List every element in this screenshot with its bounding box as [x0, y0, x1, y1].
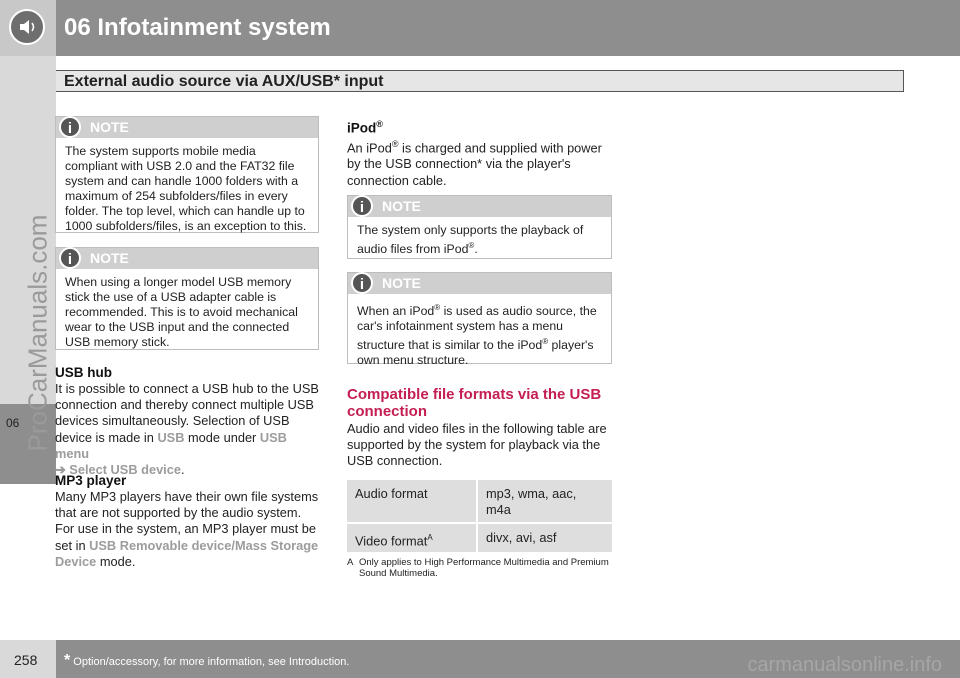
- format-label: Audio format: [347, 480, 478, 522]
- chapter-title: 06 Infotainment system: [64, 14, 331, 41]
- table-footnote: [347, 557, 617, 579]
- note-header: [348, 273, 611, 294]
- note-header: [56, 117, 318, 138]
- note-header: [56, 248, 318, 269]
- note-header: [348, 196, 611, 217]
- info-icon: i: [351, 195, 373, 217]
- footnote-mark: A: [347, 557, 354, 568]
- menu-usb: USB: [157, 429, 185, 445]
- page-number: 258: [14, 652, 38, 668]
- section-title-bar: [55, 70, 904, 92]
- chapter-header: [0, 0, 960, 56]
- note-box-usb-support: [55, 116, 319, 233]
- mp3-heading: MP3 player: [55, 473, 127, 488]
- ipod-text: An iPod® is charged and supplied with power by the USB connection* via the player's connection cable.: [347, 139, 602, 188]
- table-row: [347, 524, 612, 554]
- info-icon: i: [59, 116, 81, 138]
- note-text: The system supports mobile media compliant with USB 2.0 and the FAT32 file system and can handle 1000 folders with a maximum of 254 subfolders/files in every folder. The top level, which can handle up to 1000 subfolders/files, is an exception to this.: [65, 144, 307, 233]
- note-box-ipod-menu: [347, 272, 612, 368]
- note-label: NOTE: [382, 275, 421, 291]
- note-box-ipod-playback: [347, 195, 612, 259]
- note-text: The system only supports the playback of audio files from iPod®.: [357, 223, 584, 257]
- chapter-icon-box: [0, 0, 56, 56]
- note-text: When an iPod® is used as audio source, the car's infotainment system has a menu structure that is similar to the iPod® player's own menu structure.: [357, 303, 597, 368]
- format-value: divx, avi, asf: [486, 530, 557, 545]
- footnote-text: Only applies to High Performance Multimedia and Premium Sound Multimedia.: [359, 557, 609, 579]
- chapter-number: 06: [6, 416, 20, 430]
- ipod-heading: iPod®: [347, 119, 383, 136]
- note-label: NOTE: [382, 198, 421, 214]
- formats-heading: Compatible file formats via the USB connection: [347, 386, 602, 420]
- usb-hub-heading: USB hub: [55, 365, 112, 380]
- table-row: [347, 480, 612, 524]
- menu-select-usb-device: Select USB device: [69, 462, 181, 478]
- footer-watermark: carmanualsonline.info: [747, 654, 942, 676]
- page-footer: [0, 640, 960, 678]
- speaker-icon: [9, 9, 45, 45]
- note-box-usb-adapter: [55, 247, 319, 350]
- footer-note: * Option/accessory, for more information, see Introduction.: [64, 652, 350, 669]
- mp3-text: Many MP3 players have their own file systems that are not supported by the audio system. For use in the system, an MP3 player must be set in USB Removable device/Mass Storage Device mode.: [55, 489, 319, 569]
- format-value: mp3, wma, aac, m4a: [486, 486, 577, 517]
- usb-hub-text: It is possible to connect a USB hub to the USB connection and thereby connect multiple USB devices simultaneously. Selection of USB device is made in USB mode under USB menu ➔ Select USB device.: [55, 381, 319, 478]
- info-icon: i: [59, 247, 81, 269]
- formats-intro: Audio and video files in the following table are supported by the system for playback via the USB connection.: [347, 421, 607, 469]
- formats-table: [347, 480, 612, 554]
- menu-usb-menu: USB menu: [55, 429, 287, 461]
- note-label: NOTE: [90, 250, 129, 266]
- arrow-icon: ➔: [55, 462, 66, 478]
- section-title: External audio source via AUX/USB* input: [64, 73, 384, 90]
- note-label: NOTE: [90, 119, 129, 135]
- info-icon: i: [351, 272, 373, 294]
- note-text: When using a longer model USB memory stick the use of a USB adapter cable is recommended. This is to avoid mechanical wear to the USB input and the connected USB memory stick.: [65, 275, 298, 349]
- side-watermark: ProCarManuals.com: [22, 214, 53, 452]
- format-label: Video format$^A$: [347, 524, 478, 552]
- menu-mass-storage: USB Removable device/Mass Storage Device: [55, 537, 319, 569]
